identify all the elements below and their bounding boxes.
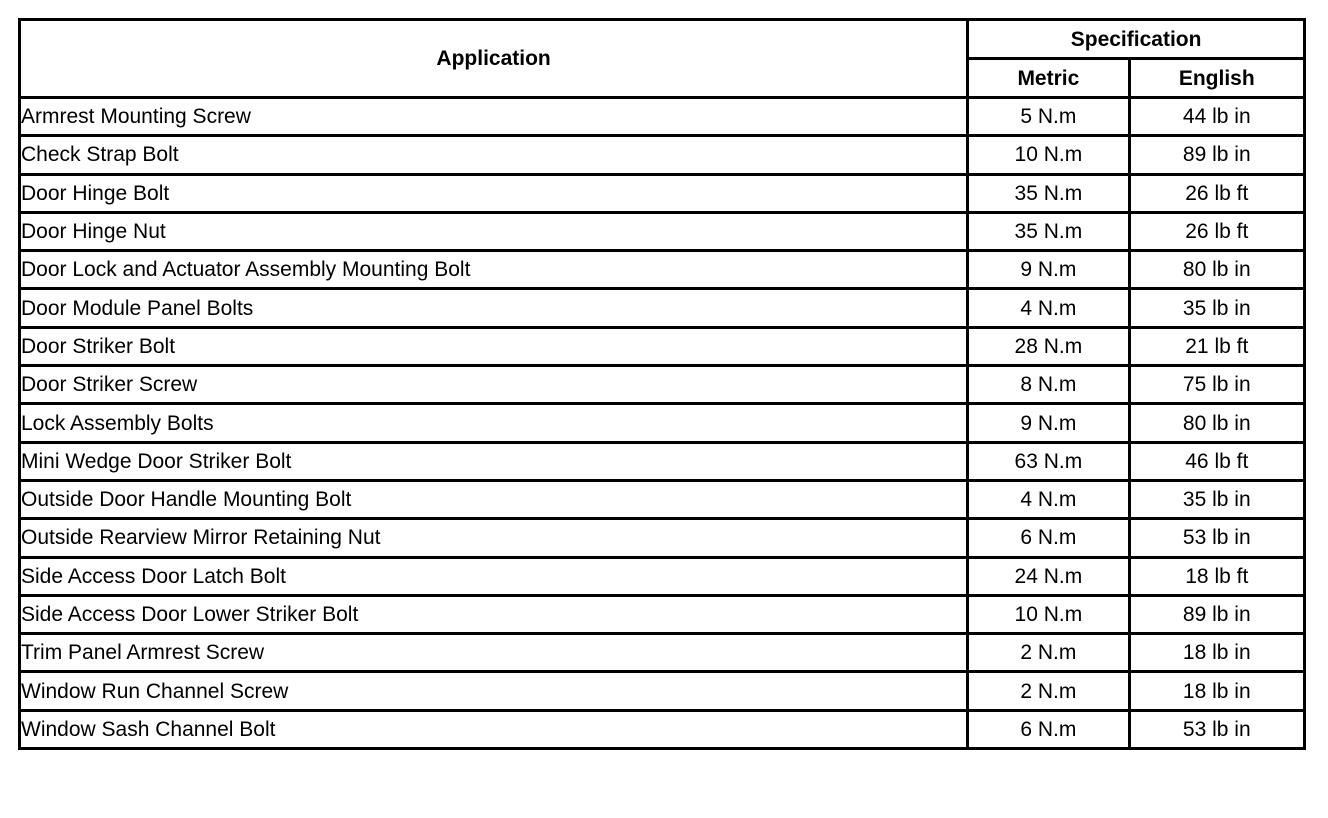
- english-cell: 26 lb ft: [1129, 212, 1304, 250]
- table-row: [20, 710, 1305, 748]
- english-cell: 46 lb ft: [1129, 442, 1304, 480]
- metric-cell: 9 N.m: [968, 251, 1129, 289]
- metric-header: Metric: [968, 59, 1129, 98]
- english-cell: 35 lb in: [1129, 480, 1304, 518]
- metric-cell: 4 N.m: [968, 289, 1129, 327]
- application-cell: Door Hinge Nut: [20, 212, 968, 250]
- torque-spec-table: [18, 18, 1306, 750]
- application-cell: Armrest Mounting Screw: [20, 98, 968, 136]
- application-cell: Side Access Door Latch Bolt: [20, 557, 968, 595]
- application-cell: Side Access Door Lower Striker Bolt: [20, 595, 968, 633]
- metric-cell: 8 N.m: [968, 366, 1129, 404]
- application-header: Application: [20, 20, 968, 98]
- metric-cell: 63 N.m: [968, 442, 1129, 480]
- english-cell: 18 lb ft: [1129, 557, 1304, 595]
- application-cell: Door Striker Bolt: [20, 327, 968, 365]
- english-cell: 18 lb in: [1129, 634, 1304, 672]
- english-cell: 44 lb in: [1129, 98, 1304, 136]
- english-cell: 21 lb ft: [1129, 327, 1304, 365]
- table-row: [20, 404, 1305, 442]
- table-row: [20, 519, 1305, 557]
- english-cell: 80 lb in: [1129, 404, 1304, 442]
- application-cell: Outside Rearview Mirror Retaining Nut: [20, 519, 968, 557]
- english-cell: 53 lb in: [1129, 519, 1304, 557]
- application-cell: Mini Wedge Door Striker Bolt: [20, 442, 968, 480]
- table-body: [20, 98, 1305, 749]
- table-row: [20, 289, 1305, 327]
- application-cell: Door Module Panel Bolts: [20, 289, 968, 327]
- metric-cell: 6 N.m: [968, 710, 1129, 748]
- english-header: English: [1129, 59, 1304, 98]
- application-cell: Trim Panel Armrest Screw: [20, 634, 968, 672]
- application-cell: Door Hinge Bolt: [20, 174, 968, 212]
- application-cell: Door Lock and Actuator Assembly Mounting Bolt: [20, 251, 968, 289]
- english-cell: 75 lb in: [1129, 366, 1304, 404]
- header-row: [20, 20, 1305, 59]
- specification-header: Specification: [968, 20, 1305, 59]
- table-row: [20, 557, 1305, 595]
- metric-cell: 2 N.m: [968, 634, 1129, 672]
- metric-cell: 6 N.m: [968, 519, 1129, 557]
- table-row: [20, 442, 1305, 480]
- application-cell: Check Strap Bolt: [20, 136, 968, 174]
- english-cell: 26 lb ft: [1129, 174, 1304, 212]
- application-cell: Window Sash Channel Bolt: [20, 710, 968, 748]
- table-row: [20, 327, 1305, 365]
- english-cell: 80 lb in: [1129, 251, 1304, 289]
- table-row: [20, 672, 1305, 710]
- english-cell: 53 lb in: [1129, 710, 1304, 748]
- metric-cell: 28 N.m: [968, 327, 1129, 365]
- table-row: [20, 480, 1305, 518]
- table-row: [20, 366, 1305, 404]
- metric-cell: 2 N.m: [968, 672, 1129, 710]
- application-cell: Lock Assembly Bolts: [20, 404, 968, 442]
- english-cell: 89 lb in: [1129, 136, 1304, 174]
- table-row: [20, 212, 1305, 250]
- english-cell: 89 lb in: [1129, 595, 1304, 633]
- metric-cell: 4 N.m: [968, 480, 1129, 518]
- english-cell: 18 lb in: [1129, 672, 1304, 710]
- application-cell: Window Run Channel Screw: [20, 672, 968, 710]
- table-row: [20, 251, 1305, 289]
- metric-cell: 10 N.m: [968, 136, 1129, 174]
- table-row: [20, 634, 1305, 672]
- table-row: [20, 136, 1305, 174]
- english-cell: 35 lb in: [1129, 289, 1304, 327]
- metric-cell: 35 N.m: [968, 212, 1129, 250]
- metric-cell: 5 N.m: [968, 98, 1129, 136]
- metric-cell: 35 N.m: [968, 174, 1129, 212]
- table-row: [20, 174, 1305, 212]
- metric-cell: 10 N.m: [968, 595, 1129, 633]
- application-cell: Outside Door Handle Mounting Bolt: [20, 480, 968, 518]
- application-cell: Door Striker Screw: [20, 366, 968, 404]
- table-row: [20, 595, 1305, 633]
- metric-cell: 24 N.m: [968, 557, 1129, 595]
- table-row: [20, 98, 1305, 136]
- metric-cell: 9 N.m: [968, 404, 1129, 442]
